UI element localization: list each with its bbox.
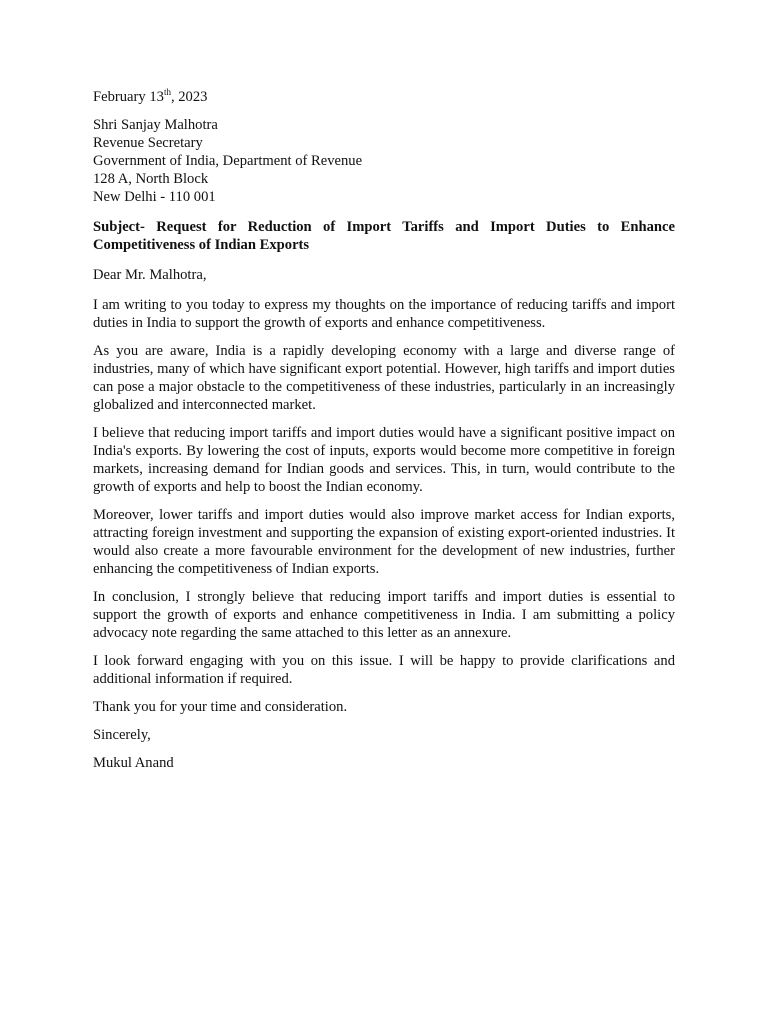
recipient-address [93, 116, 675, 206]
paragraph-context: As you are aware, India is a rapidly developing economy with a large and diverse range of industries, many of which have significant export potential. However, high tariffs and import duties can pose a major obstacle to the competitiveness of these industries, particularly in an increasingly globalized and interconnected market. [93, 343, 675, 413]
paragraph-market-access: Moreover, lower tariffs and import duties would also improve market access for Indian exports, attracting foreign investment and supporting the expansion of existing export-oriented industries. It would also create a more favourable environment for the development of new industries, further enhancing the competitiveness of Indian exports. [93, 507, 675, 577]
date-month-day: February 13 [93, 89, 164, 105]
recipient-city: New Delhi - 110 001 [93, 189, 216, 205]
recipient-street: 128 A, North Block [93, 171, 209, 187]
date-ordinal-suffix: th [163, 87, 171, 98]
salutation: Dear Mr. Malhotra, [93, 267, 207, 283]
recipient-name: Shri Sanjay Malhotra [93, 117, 218, 133]
paragraph-intro: I am writing to you today to express my thoughts on the importance of reducing tariffs and import duties in India to support the growth of exports and enhance competitiveness. [93, 297, 675, 331]
date-year: , 2023 [170, 89, 208, 105]
recipient-department: Government of India, Department of Revenue [93, 153, 363, 169]
letter-body [93, 88, 675, 772]
signature-name: Mukul Anand [93, 755, 174, 771]
paragraph-impact: I believe that reducing import tariffs and import duties would have a significant positive impact on India's exports. By lowering the cost of inputs, exports would become more competitive in foreign markets, increasing demand for Indian goods and services. This, in turn, would contribute to the growth of exports and help to boost the Indian economy. [93, 425, 675, 495]
paragraph-conclusion: In conclusion, I strongly believe that reducing import tariffs and import duties is essential to support the growth of exports and enhance competitiveness in India. I am submitting a policy advocacy note regarding the same attached to this letter as an annexure. [93, 589, 675, 641]
letter-date [93, 88, 675, 106]
signoff: Sincerely, [93, 727, 151, 743]
closing-line: Thank you for your time and consideration. [93, 699, 348, 715]
recipient-title: Revenue Secretary [93, 135, 203, 151]
paragraph-follow-up: I look forward engaging with you on this issue. I will be happy to provide clarifications and additional information if required. [93, 653, 675, 687]
subject-line: Subject- Request for Reduction of Import Tariffs and Import Duties to Enhance Competitiveness of Indian Exports [93, 219, 675, 253]
